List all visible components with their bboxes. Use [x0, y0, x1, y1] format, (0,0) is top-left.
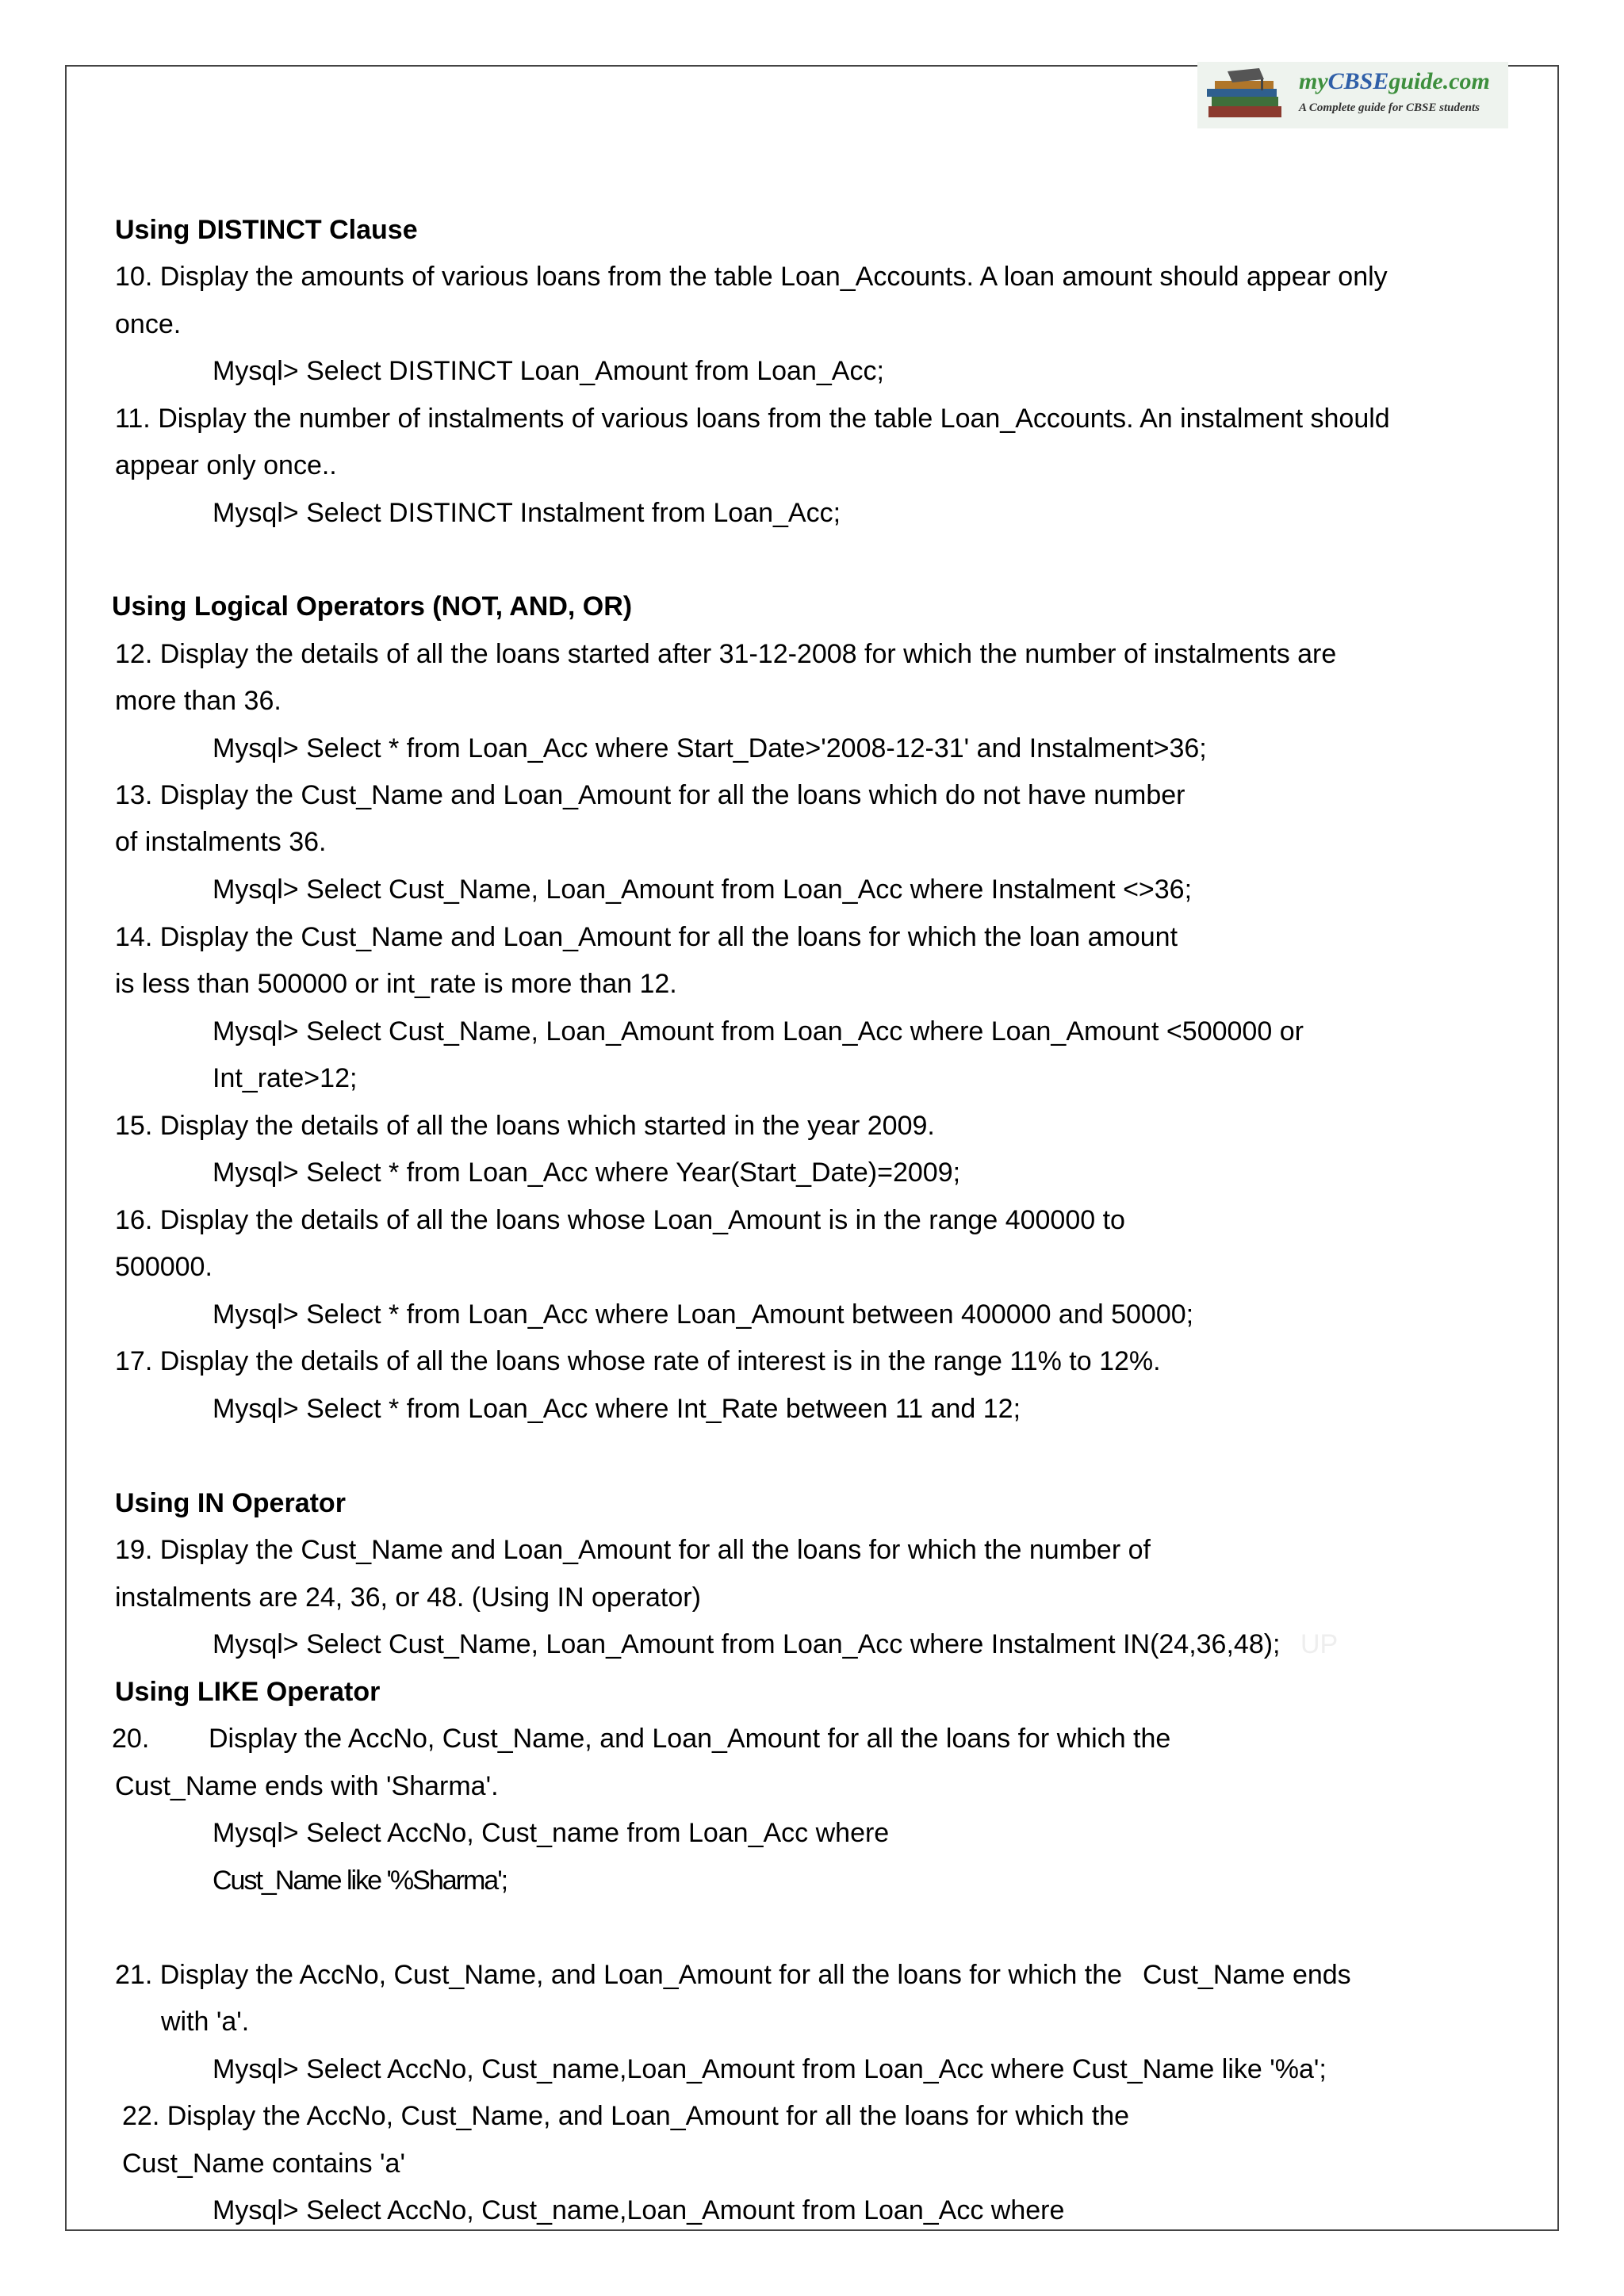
question-12-cont: more than 36. [115, 686, 282, 716]
query-17: Mysql> Select * from Loan_Acc where Int_Rate between 11 and 12; [213, 1394, 1021, 1424]
query-14-cont: Int_rate>12; [213, 1063, 358, 1093]
section-heading-in: Using IN Operator [115, 1488, 346, 1518]
question-10-cont: once. [115, 309, 182, 339]
question-11: 11. Display the number of instalments of various loans from the table Loan_Accounts. An instalment should [115, 404, 1390, 434]
query-12: Mysql> Select * from Loan_Acc where Start_Date>'2008-12-31' and Instalment>36; [213, 733, 1207, 763]
question-21-cont: with 'a'. [161, 2007, 250, 2037]
logo-tagline: A Complete guide for CBSE students [1299, 101, 1480, 114]
section-heading-logical: Using Logical Operators (NOT, AND, OR) [112, 591, 633, 622]
section-heading-distinct: Using DISTINCT Clause [115, 215, 418, 245]
question-20-number: 20. [112, 1724, 150, 1754]
query-22: Mysql> Select AccNo, Cust_name,Loan_Amount from Loan_Acc where [213, 2195, 1065, 2225]
query-21: Mysql> Select AccNo, Cust_name,Loan_Amount from Loan_Acc where Cust_Name like '%a'; [213, 2054, 1327, 2084]
faint-mark: UP [1300, 1629, 1339, 1659]
question-16-cont: 500000. [115, 1252, 213, 1282]
query-16: Mysql> Select * from Loan_Acc where Loan_Amount between 400000 and 50000; [213, 1299, 1194, 1330]
books-icon [1204, 68, 1293, 122]
question-19: 19. Display the Cust_Name and Loan_Amount for all the loans for which the number of [115, 1535, 1151, 1565]
question-13-cont: of instalments 36. [115, 827, 327, 857]
query-13: Mysql> Select Cust_Name, Loan_Amount from Loan_Acc where Instalment <>36; [213, 874, 1193, 905]
question-22-cont: Cust_Name contains 'a' [122, 2149, 405, 2179]
query-19: Mysql> Select Cust_Name, Loan_Amount from Loan_Acc where Instalment IN(24,36,48); [213, 1629, 1281, 1659]
query-11: Mysql> Select DISTINCT Instalment from Loan_Acc; [213, 498, 841, 528]
question-19-cont: instalments are 24, 36, or 48. (Using IN operator) [115, 1582, 701, 1613]
question-14: 14. Display the Cust_Name and Loan_Amount for all the loans for which the loan amount [115, 922, 1178, 952]
question-20: Display the AccNo, Cust_Name, and Loan_Amount for all the loans for which the [209, 1724, 1171, 1754]
query-15: Mysql> Select * from Loan_Acc where Year(Start_Date)=2009; [213, 1158, 961, 1188]
question-16: 16. Display the details of all the loans whose Loan_Amount is in the range 400000 to [115, 1205, 1125, 1235]
query-20: Mysql> Select AccNo, Cust_name from Loan_Acc where [213, 1818, 890, 1848]
question-22: 22. Display the AccNo, Cust_Name, and Loan_Amount for all the loans for which the [122, 2101, 1130, 2131]
question-13: 13. Display the Cust_Name and Loan_Amount for all the loans which do not have number [115, 780, 1185, 810]
question-15: 15. Display the details of all the loans which started in the year 2009. [115, 1111, 935, 1141]
query-14: Mysql> Select Cust_Name, Loan_Amount from Loan_Acc where Loan_Amount <500000 or [213, 1016, 1304, 1047]
page-border [65, 65, 1559, 2231]
query-20-cont: Cust_Name like '%Sharma'; [213, 1866, 508, 1896]
question-12: 12. Display the details of all the loans started after 31-12-2008 for which the number of instalments are [115, 639, 1337, 669]
site-logo [1197, 62, 1508, 128]
question-10: 10. Display the amounts of various loans from the table Loan_Accounts. A loan amount should appear only [115, 262, 1388, 292]
question-11-cont: appear only once.. [115, 450, 337, 480]
section-heading-like: Using LIKE Operator [115, 1677, 381, 1707]
question-21-tail: Cust_Name ends [1143, 1960, 1351, 1990]
logo-brand: myCBSEguide.com [1299, 68, 1490, 94]
question-20-cont: Cust_Name ends with 'Sharma'. [115, 1771, 499, 1801]
query-10: Mysql> Select DISTINCT Loan_Amount from Loan_Acc; [213, 356, 884, 386]
question-17: 17. Display the details of all the loans whose rate of interest is in the range 11% to 12%. [115, 1346, 1161, 1376]
question-14-cont: is less than 500000 or int_rate is more than 12. [115, 969, 677, 999]
question-21: 21. Display the AccNo, Cust_Name, and Loan_Amount for all the loans for which the [115, 1960, 1123, 1990]
